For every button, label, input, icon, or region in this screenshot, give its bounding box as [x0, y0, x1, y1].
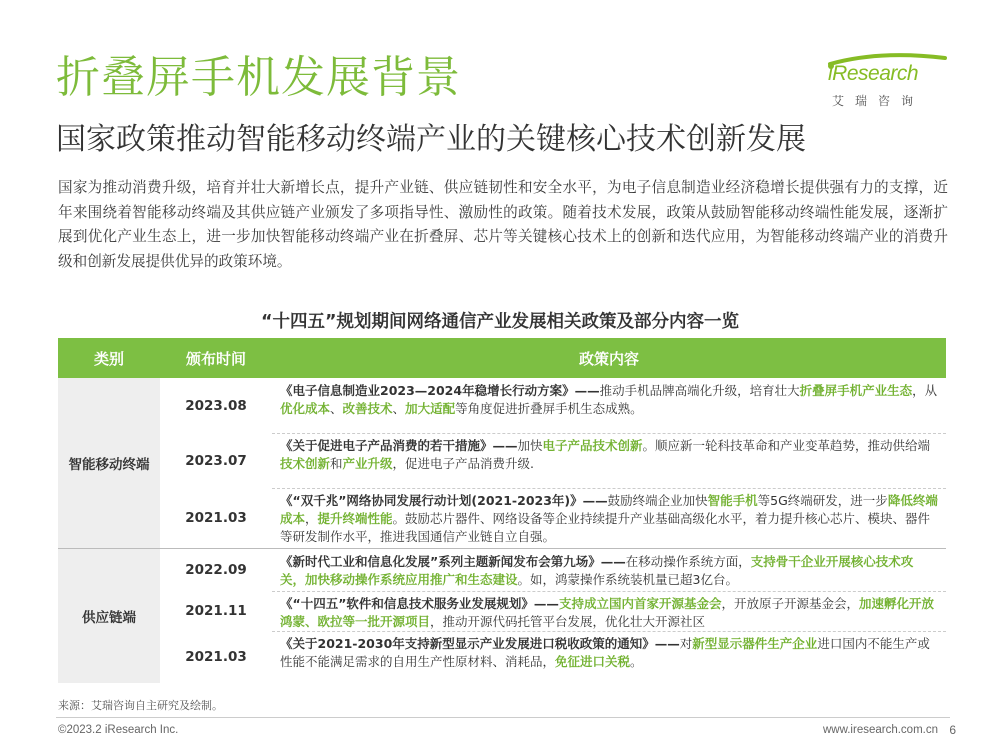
- policy-name: 《“十四五”软件和信息技术服务业发展规划》——: [280, 596, 559, 611]
- header-category: 类别: [93, 349, 124, 368]
- date-cell: 2021.11: [185, 603, 247, 619]
- highlight-text: 加速孵化开放鸿蒙、欧拉等一批开源项目: [280, 596, 934, 629]
- highlight-text: 折叠屏手机产业生态: [799, 383, 913, 398]
- policy-text: 、: [330, 401, 343, 416]
- table-row: [160, 631, 946, 683]
- table-title: “十四五”规划期间网络通信产业发展相关政策及部分内容一览: [260, 312, 739, 332]
- date-cell: 2022.09: [185, 562, 247, 578]
- policy-text: 和: [330, 456, 343, 471]
- copyright-text: ©2023.2 iResearch Inc.: [58, 724, 179, 736]
- policy-content-cell: [272, 378, 946, 433]
- highlight-text: 新型显示器件生产企业: [692, 636, 818, 651]
- highlight-text: 产业升级: [342, 456, 393, 471]
- highlight-text: 技术创新: [280, 456, 331, 471]
- policy-text: 等5G终端研发，进一步: [757, 493, 888, 508]
- policy-text: 。: [630, 654, 643, 669]
- table-body: [58, 378, 946, 683]
- policy-content-cell: [272, 591, 946, 631]
- highlight-text: 改善技术: [342, 401, 393, 416]
- highlight-text: 降低终端成本: [280, 493, 938, 526]
- header-date: 颁布时间: [185, 349, 246, 368]
- policy-text: 对: [679, 636, 693, 651]
- website-text: www.iresearch.com.cn: [822, 724, 938, 736]
- highlight-text: 智能手机: [707, 493, 758, 508]
- policy-name: 《“双千兆”网络协同发展行动计划(2021-2023年)》——: [280, 493, 608, 508]
- table-row: [160, 378, 946, 433]
- source-note: 来源：艾瑞咨询自主研究及绘制。: [58, 699, 223, 712]
- footer-divider: [56, 717, 950, 718]
- policy-text: 鼓励终端企业加快: [607, 493, 708, 508]
- highlight-text: 支持成立国内首家开源基金会: [558, 596, 722, 611]
- date-cell: 2023.08: [185, 397, 247, 414]
- policy-text: 推动手机品牌高端化升级，培育壮大: [599, 383, 800, 398]
- policy-text: 、: [392, 401, 406, 416]
- policy-text: ，开放原子开源基金会，: [721, 596, 859, 611]
- table-group: [58, 378, 946, 548]
- group-rows: [160, 378, 946, 548]
- highlight-text: 免征进口关税: [555, 654, 631, 669]
- date-cell: 2023.07: [185, 452, 247, 469]
- policy-content-cell: [272, 631, 946, 683]
- date-cell: 2021.03: [185, 649, 247, 665]
- policy-text: 等角度促进折叠屏手机生态成熟。: [455, 401, 643, 416]
- logo-subtext: 艾瑞咨询: [832, 94, 925, 108]
- policy-text: ，促进电子产品消费升级.: [392, 456, 535, 471]
- table-group: [58, 549, 946, 683]
- category-cell: 供应链端: [58, 549, 160, 683]
- policy-text: ，推动开源代码托管平台发展，优化壮大开源社区: [430, 614, 706, 629]
- highlight-text: 优化成本: [280, 401, 331, 416]
- policy-name: 《关于促进电子产品消费的若干措施》——: [280, 438, 518, 453]
- policy-text: ，从: [912, 383, 938, 398]
- policy-text: 进口国内不能生产或性能不能满足需求的自用生产性原材料、消耗品，: [280, 636, 930, 669]
- policy-text: ，: [305, 511, 318, 526]
- policy-content-cell: [272, 549, 946, 591]
- page-number: 6: [949, 723, 956, 737]
- highlight-text: 提升终端性能: [317, 511, 393, 526]
- policy-content-cell: [272, 488, 946, 548]
- policy-text: 。顺应新一轮科技革命和产业变革趋势，推动供给端: [642, 438, 931, 453]
- header-content: 政策内容: [578, 349, 639, 368]
- highlight-text: 电子产品技术创新: [542, 438, 643, 453]
- highlight-text: 支持骨干企业开展核心技术攻关，加快移动操作系统应用推广和生态建设: [280, 554, 914, 587]
- policy-name: 《新时代工业和信息化发展”系列主题新闻发布会第九场》——: [280, 554, 626, 569]
- page-subtitle: 国家政策推动智能移动终端产业的关键核心技术创新发展: [56, 122, 806, 157]
- table-header-row: [58, 338, 946, 378]
- intro-paragraph: 国家为推动消费升级，培育并壮大新增长点，提升产业链、供应链韧性和安全水平，为电子信息制造业经济稳增长提供强有力的支撑，近年来围绕着智能移动终端及其供应链产业颁发了多项指导性、激励性的政策。随着技术发展，政策从鼓励智能移动终端性能发展，逐渐扩展到优化产业生态上，进一步加快智能移动终端产业在折叠屏、芯片等关键核心技术上的创新和迭代应用，为智能移动终端产业的消费升级和创新发展提供优异的政策环境。: [58, 179, 948, 270]
- highlight-text: 加大适配: [405, 401, 456, 416]
- category-cell: 智能移动终端: [58, 378, 160, 548]
- policy-text: 在移动操作系统方面，: [625, 554, 751, 569]
- table-row: [160, 591, 946, 631]
- table-row: [160, 488, 946, 548]
- policy-name: 《关于2021-2030年支持新型显示产业发展进口税收政策的通知》——: [280, 636, 680, 651]
- policy-content-cell: [272, 433, 946, 488]
- iresearch-logo: [820, 52, 950, 114]
- table-row: [160, 549, 946, 591]
- policy-name: 《电子信息制造业2023—2024年稳增长行动方案》——: [280, 383, 600, 398]
- group-rows: [160, 549, 946, 683]
- policy-text: 。鼓励芯片器件、网络设备等企业持续提升产业基础高级化水平，着力提升核心芯片、模块、器件等研发制作水平，推进我国通信产业链自立自强。: [280, 511, 931, 544]
- policy-text: 加快: [517, 438, 543, 453]
- table-row: [160, 433, 946, 488]
- date-cell: 2021.03: [185, 510, 247, 526]
- logo-wordmark: iResearch: [828, 62, 919, 85]
- policy-table: [58, 338, 946, 683]
- policy-text: 。如，鸿蒙操作系统装机量已超3亿台。: [517, 572, 738, 587]
- page-title: 折叠屏手机发展背景: [56, 52, 461, 103]
